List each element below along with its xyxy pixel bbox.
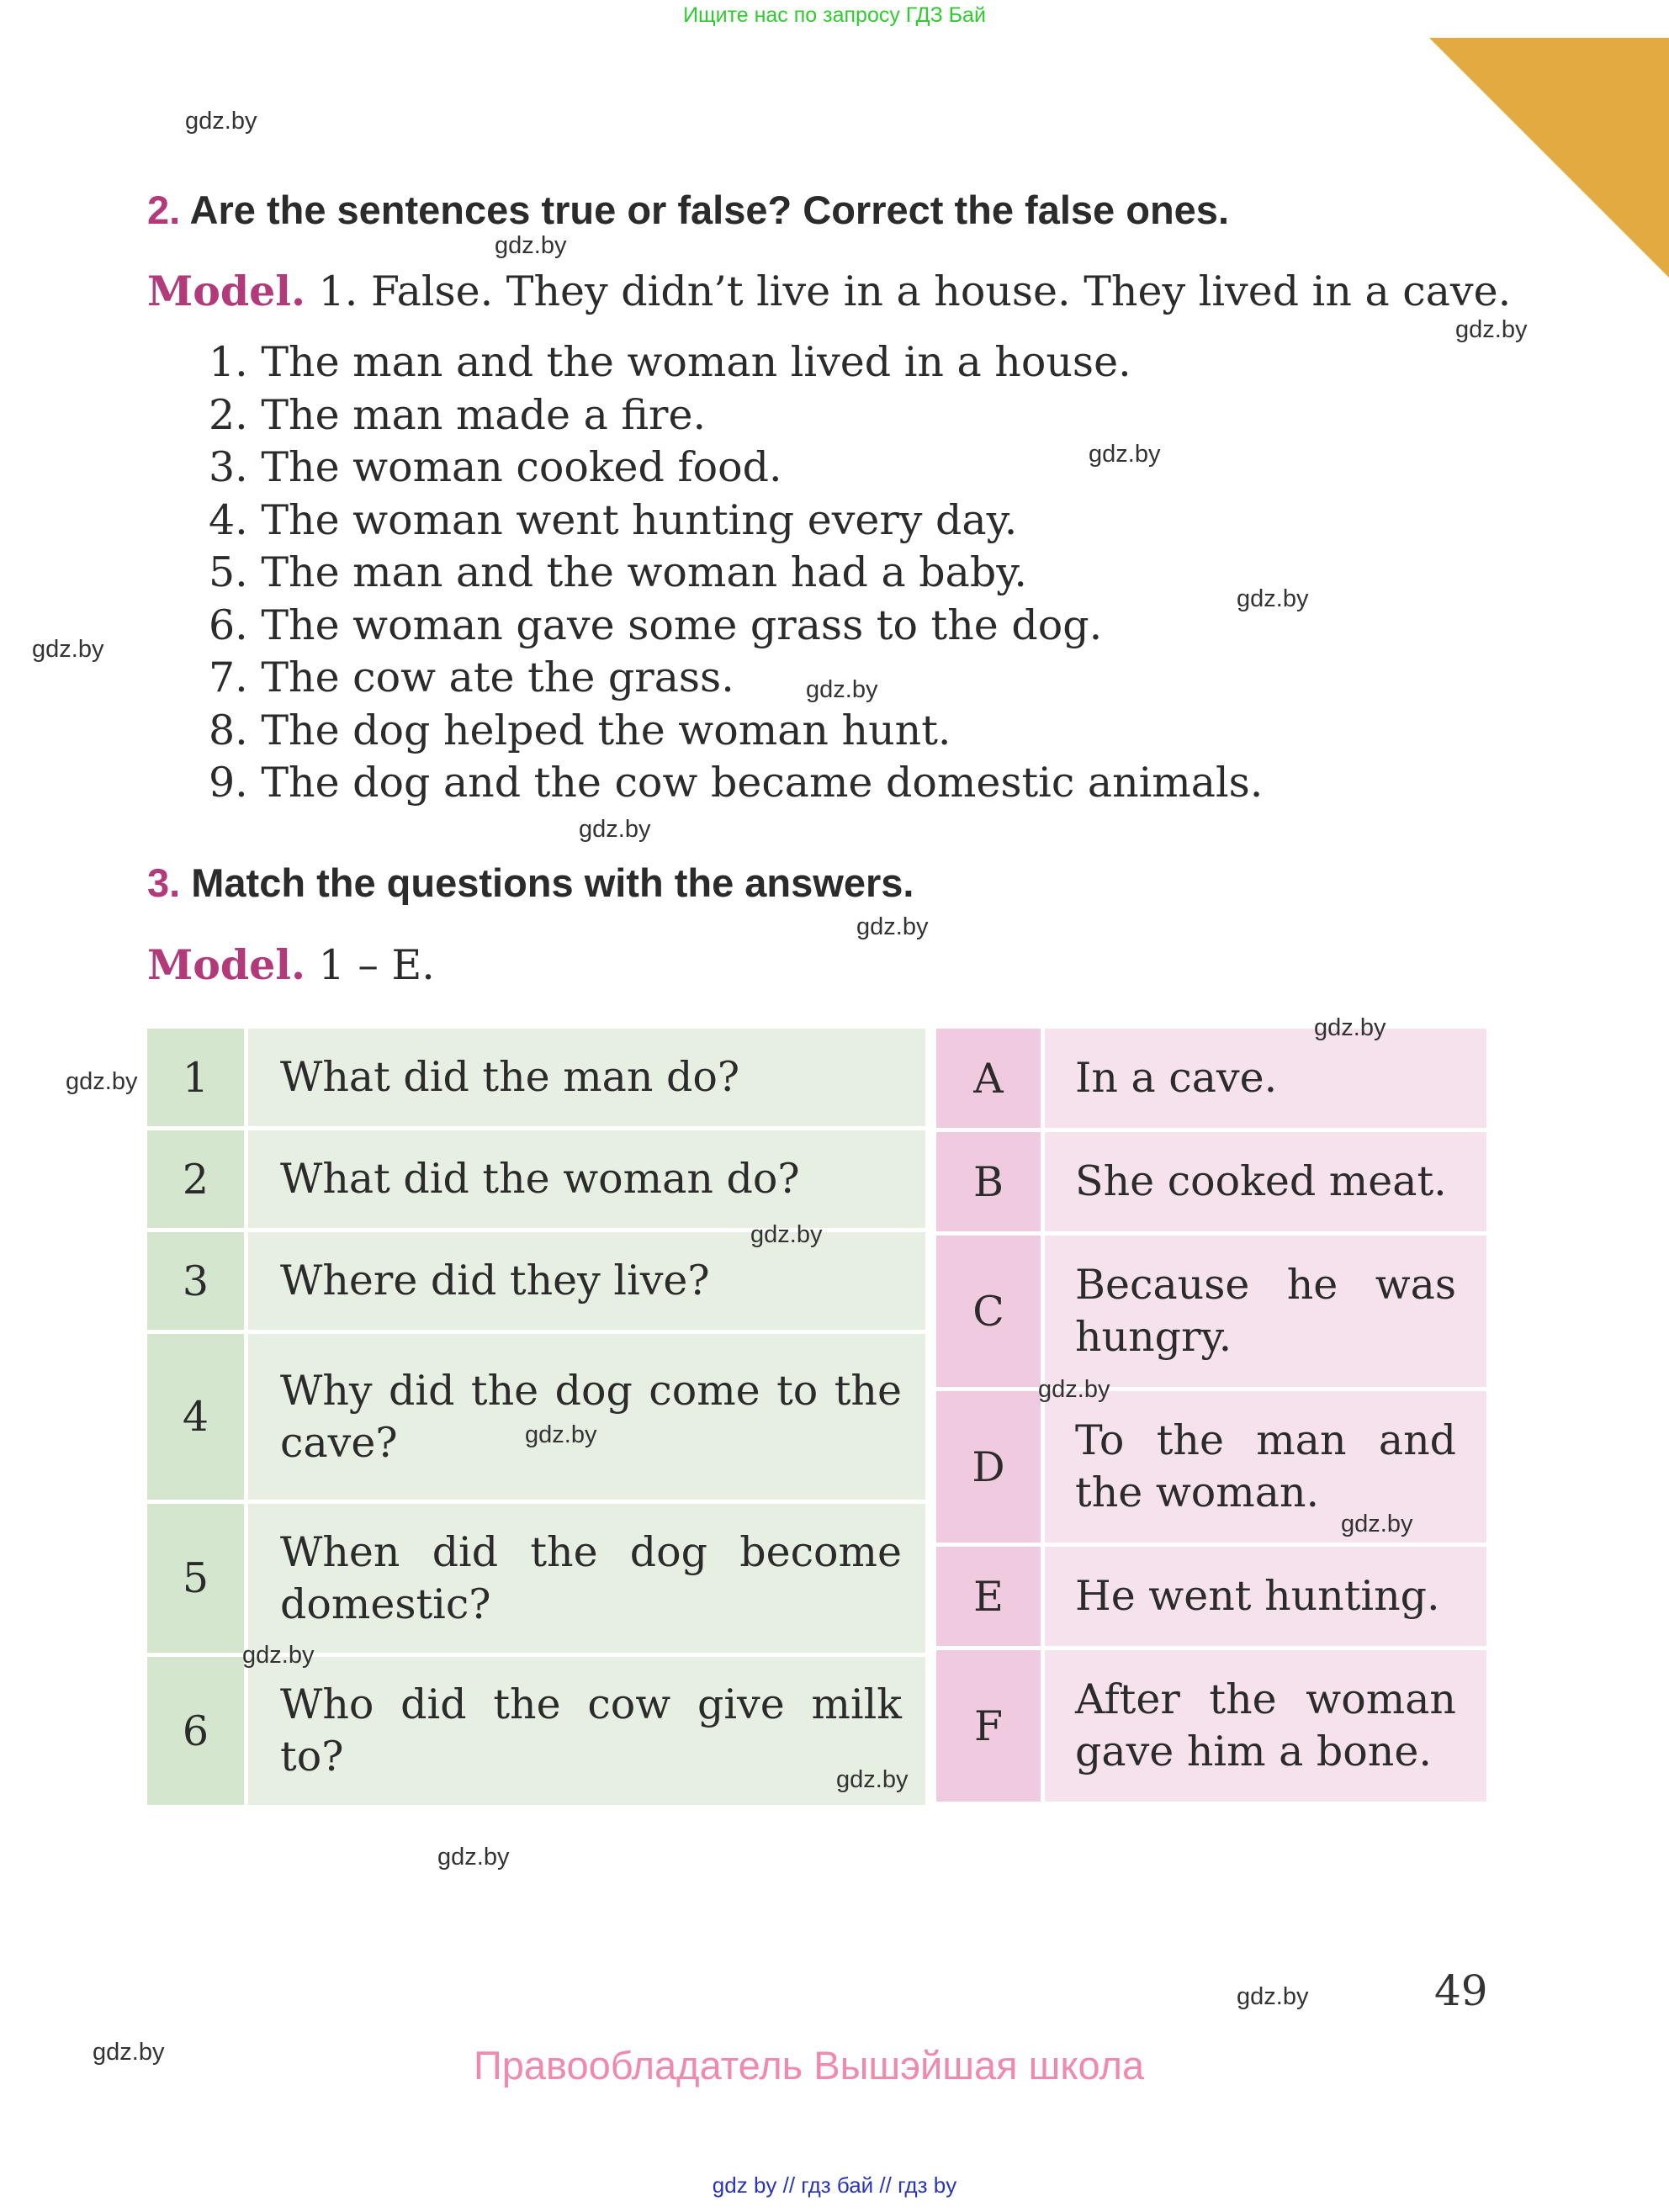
- answer-text: She cooked meat.: [1045, 1132, 1486, 1231]
- watermark: gdz.by: [1237, 1983, 1309, 2010]
- watermark: gdz.by: [242, 1642, 315, 1669]
- watermark: gdz.by: [1455, 316, 1528, 343]
- task3-number: 3.: [147, 860, 181, 905]
- list-item: 5. The man and the woman had a baby.: [209, 548, 1027, 596]
- task3-model: [147, 940, 435, 989]
- list-item: 7. The cow ate the grass.: [209, 654, 734, 701]
- watermark: gdz.by: [495, 232, 567, 259]
- watermark: gdz.by: [1314, 1014, 1386, 1041]
- answer-letter: A: [936, 1029, 1041, 1128]
- watermark: gdz.by: [579, 816, 651, 843]
- watermark: gdz.by: [836, 1766, 909, 1793]
- question-text: Who did the cow give milk to?: [248, 1657, 925, 1805]
- task3-model-label: Model.: [147, 940, 306, 989]
- question-text: Why did the dog come to the cave?: [248, 1334, 925, 1500]
- corner-decoration: [1429, 38, 1669, 278]
- watermark: gdz.by: [185, 108, 257, 135]
- answer-letter: C: [936, 1236, 1041, 1387]
- watermark: gdz.by: [1341, 1511, 1413, 1537]
- task3-title: Match the questions with the answers.: [191, 860, 914, 905]
- answer-letter: E: [936, 1547, 1041, 1646]
- list-item: 1. The man and the woman lived in a house.: [209, 338, 1131, 386]
- list-item: 2. The man made a fire.: [209, 390, 707, 439]
- question-number: 5: [147, 1504, 244, 1653]
- question-number: 6: [147, 1657, 244, 1805]
- watermark: gdz.by: [525, 1421, 597, 1448]
- watermark: gdz.by: [856, 913, 929, 940]
- question-text: What did the man do?: [248, 1029, 925, 1126]
- task2-model-text: 1. False. They didn’t live in a house. They lived in a cave.: [318, 267, 1512, 315]
- watermark: gdz.by: [93, 2039, 165, 2066]
- answer-letter: D: [936, 1391, 1041, 1543]
- list-item: 6. The woman gave some grass to the dog.: [209, 601, 1103, 649]
- watermark: gdz.by: [806, 676, 878, 703]
- question-number: 2: [147, 1130, 244, 1228]
- task3-heading: [147, 860, 914, 906]
- list-item: 4. The woman went hunting every day.: [209, 495, 1018, 544]
- watermark: gdz.by: [32, 636, 104, 663]
- top-note: Ищите нас по запросу ГДЗ Бай: [683, 3, 986, 27]
- answer-text: After the woman gave him a bone.: [1045, 1650, 1486, 1802]
- task3-model-text: 1 – E.: [318, 941, 435, 989]
- page-number: 49: [1434, 1966, 1488, 2015]
- watermark: gdz.by: [66, 1068, 138, 1095]
- answer-text: He went hunting.: [1045, 1547, 1486, 1646]
- task2-title: Are the sentences true or false? Correct the false ones.: [189, 188, 1230, 232]
- answer-letter: B: [936, 1132, 1041, 1231]
- question-text: What did the woman do?: [248, 1130, 925, 1228]
- answer-text: Because he was hungry.: [1045, 1236, 1486, 1387]
- task2-model: [147, 267, 1511, 315]
- bottom-links[interactable]: gdz by // гдз бай // гдз by: [712, 2172, 957, 2198]
- watermark: gdz.by: [1237, 585, 1309, 612]
- task2-model-label: Model.: [147, 267, 306, 315]
- sentence-list: [209, 336, 1263, 810]
- question-text: When did the dog become domestic?: [248, 1504, 925, 1653]
- answer-text: To the man and the woman.: [1045, 1391, 1486, 1543]
- watermark: gdz.by: [750, 1221, 823, 1248]
- watermark: gdz.by: [437, 1844, 510, 1871]
- watermark: gdz.by: [1038, 1376, 1110, 1403]
- watermark: gdz.by: [1089, 441, 1161, 468]
- list-item: 9. The dog and the cow became domestic animals.: [209, 759, 1264, 807]
- answer-text: In a cave.: [1045, 1029, 1486, 1128]
- owner-text: Правообладатель Вышэйшая школа: [474, 2043, 1145, 2088]
- task2-number: 2.: [147, 188, 181, 232]
- question-number: 1: [147, 1029, 244, 1126]
- list-item: 8. The dog helped the woman hunt.: [209, 706, 951, 754]
- question-text: Where did they live?: [248, 1232, 925, 1330]
- answer-letter: F: [936, 1650, 1041, 1802]
- question-number: 3: [147, 1232, 244, 1330]
- list-item: 3. The woman cooked food.: [209, 443, 782, 491]
- task2-heading: [147, 187, 1229, 233]
- question-number: 4: [147, 1334, 244, 1500]
